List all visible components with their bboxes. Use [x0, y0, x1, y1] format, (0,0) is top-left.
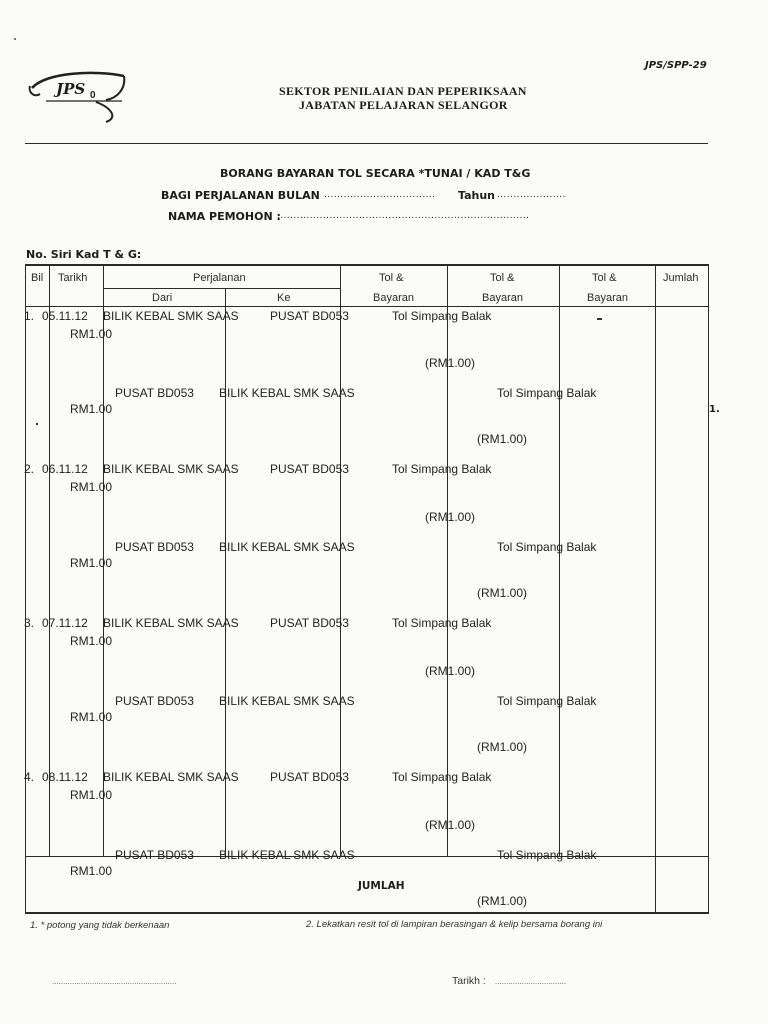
logo-subtext: 0	[90, 90, 96, 101]
entry-toll: Tol Simpang Balak	[392, 770, 492, 784]
entry-paid: (RM1.00)	[477, 586, 528, 600]
entry-amount: RM1.00	[70, 864, 113, 878]
table-top-border	[25, 264, 709, 266]
entry-to: BILIK KEBAL SMK SAAS	[219, 694, 355, 708]
entry-to: PUSAT BD053	[270, 616, 349, 630]
entry-toll: Tol Simpang Balak	[497, 848, 597, 862]
entry-from: BILIK KEBAL SMK SAAS	[103, 462, 239, 476]
header-dari: Dari	[152, 292, 173, 304]
applicant-field[interactable]: .............................................................................	[277, 210, 530, 221]
card-serial-label: No. Siri Kad T & G:	[26, 248, 142, 261]
entry-from: PUSAT BD053	[115, 848, 194, 862]
entry-to: BILIK KEBAL SMK SAAS	[219, 848, 355, 862]
table-right-border	[708, 264, 709, 914]
form-code: JPS/SPP-29	[645, 60, 707, 71]
header-tol3-top: Tol &	[592, 272, 617, 284]
header-tol1-bottom: Bayaran	[373, 292, 414, 304]
entry-paid: (RM1.00)	[425, 510, 476, 524]
entry-paid: (RM1.00)	[425, 818, 476, 832]
table-header-bottom	[25, 306, 709, 307]
entry-paid: (RM1.00)	[477, 432, 528, 446]
entry-from: BILIK KEBAL SMK SAAS	[103, 309, 239, 323]
entry-number: 1.	[24, 309, 35, 323]
entry-number: 3.	[24, 616, 35, 630]
header-tol2-bottom: Bayaran	[482, 292, 523, 304]
jps-logo	[26, 68, 130, 126]
entry-from: PUSAT BD053	[115, 540, 194, 554]
month-field[interactable]: ..................................	[324, 189, 436, 200]
entry-amount: RM1.00	[70, 710, 113, 724]
entry-to: PUSAT BD053	[270, 309, 349, 323]
col-divider-tol3	[655, 264, 656, 914]
header-bil: Bil	[31, 272, 44, 284]
entry-amount: RM1.00	[70, 634, 113, 648]
footer-date-field[interactable]: ................................	[495, 977, 567, 986]
col-divider-bil	[49, 264, 50, 856]
entry-paid: (RM1.00)	[477, 894, 528, 908]
header-divider	[25, 143, 708, 144]
entry-amount: RM1.00	[70, 788, 113, 802]
table-subheader-line	[103, 288, 340, 289]
entry-toll: Tol Simpang Balak	[497, 694, 597, 708]
year-label: Tahun	[458, 189, 496, 202]
footer-date-label: Tarikh :	[452, 975, 486, 987]
signature-field[interactable]: ........................................................	[52, 977, 177, 986]
entry-toll: Tol Simpang Balak	[392, 462, 492, 476]
entry-number: 2.	[24, 462, 35, 476]
entry-toll: Tol Simpang Balak	[497, 386, 597, 400]
entry-paid: (RM1.00)	[477, 740, 528, 754]
table-bottom-border	[25, 912, 709, 914]
entry-amount: RM1.00	[70, 556, 113, 570]
header-line-1: SEKTOR PENILAIAN DAN PEPERIKSAAN	[279, 84, 527, 98]
entry-from: BILIK KEBAL SMK SAAS	[103, 616, 239, 630]
col-divider-ke	[340, 264, 341, 856]
entry-date: 05.11.12	[42, 309, 88, 323]
entry-date: 06.11.12	[42, 462, 88, 476]
entry-to: PUSAT BD053	[270, 462, 349, 476]
header-tol3-bottom: Bayaran	[587, 292, 628, 304]
entry-number: 4.	[24, 770, 35, 784]
header-jumlah: Jumlah	[663, 272, 699, 284]
entry-toll: Tol Simpang Balak	[392, 616, 492, 630]
month-label: BAGI PERJALANAN BULAN	[161, 189, 320, 202]
entry-from: PUSAT BD053	[115, 694, 194, 708]
col-divider-tol1	[447, 264, 448, 856]
entry-to: BILIK KEBAL SMK SAAS	[219, 386, 355, 400]
year-field[interactable]: .....................	[497, 189, 566, 200]
entry-paid: (RM1.00)	[425, 664, 476, 678]
header-tol2-top: Tol &	[490, 272, 515, 284]
header-tol1-top: Tol &	[379, 272, 404, 284]
scan-speck	[597, 318, 602, 320]
entry-toll: Tol Simpang Balak	[497, 540, 597, 554]
header-tarikh: Tarikh	[58, 272, 88, 284]
header-ke: Ke	[277, 292, 291, 304]
note-2: 2. Lekatkan resit tol di lampiran berasingan & kelip bersama borang ini	[306, 919, 603, 930]
entry-amount: RM1.00	[70, 402, 113, 416]
logo-text: JPS	[56, 80, 86, 98]
entry-amount: RM1.00	[70, 327, 113, 341]
total-label: JUMLAH	[358, 880, 405, 892]
col-divider-tol2	[559, 264, 560, 856]
scan-speck	[36, 423, 38, 425]
entry-to: BILIK KEBAL SMK SAAS	[219, 540, 355, 554]
header-perjalanan: Perjalanan	[193, 272, 246, 284]
entry-amount: RM1.00	[70, 480, 113, 494]
form-title: BORANG BAYARAN TOL SECARA *TUNAI / KAD T&G	[220, 167, 531, 180]
entry-to: PUSAT BD053	[270, 770, 349, 784]
entry-date: 07.11.12	[42, 616, 88, 630]
table-left-border	[25, 264, 26, 914]
entry-paid: (RM1.00)	[425, 356, 476, 370]
header-line-2: JABATAN PELAJARAN SELANGOR	[299, 98, 508, 112]
margin-mark: 1.	[709, 404, 720, 415]
entry-from: BILIK KEBAL SMK SAAS	[103, 770, 239, 784]
entry-toll: Tol Simpang Balak	[392, 309, 492, 323]
scan-speck	[14, 38, 16, 40]
applicant-label: NAMA PEMOHON :	[168, 210, 281, 223]
entry-from: PUSAT BD053	[115, 386, 194, 400]
entry-date: 08.11.12	[42, 770, 88, 784]
note-1: 1. * potong yang tidak berkenaan	[30, 920, 170, 931]
